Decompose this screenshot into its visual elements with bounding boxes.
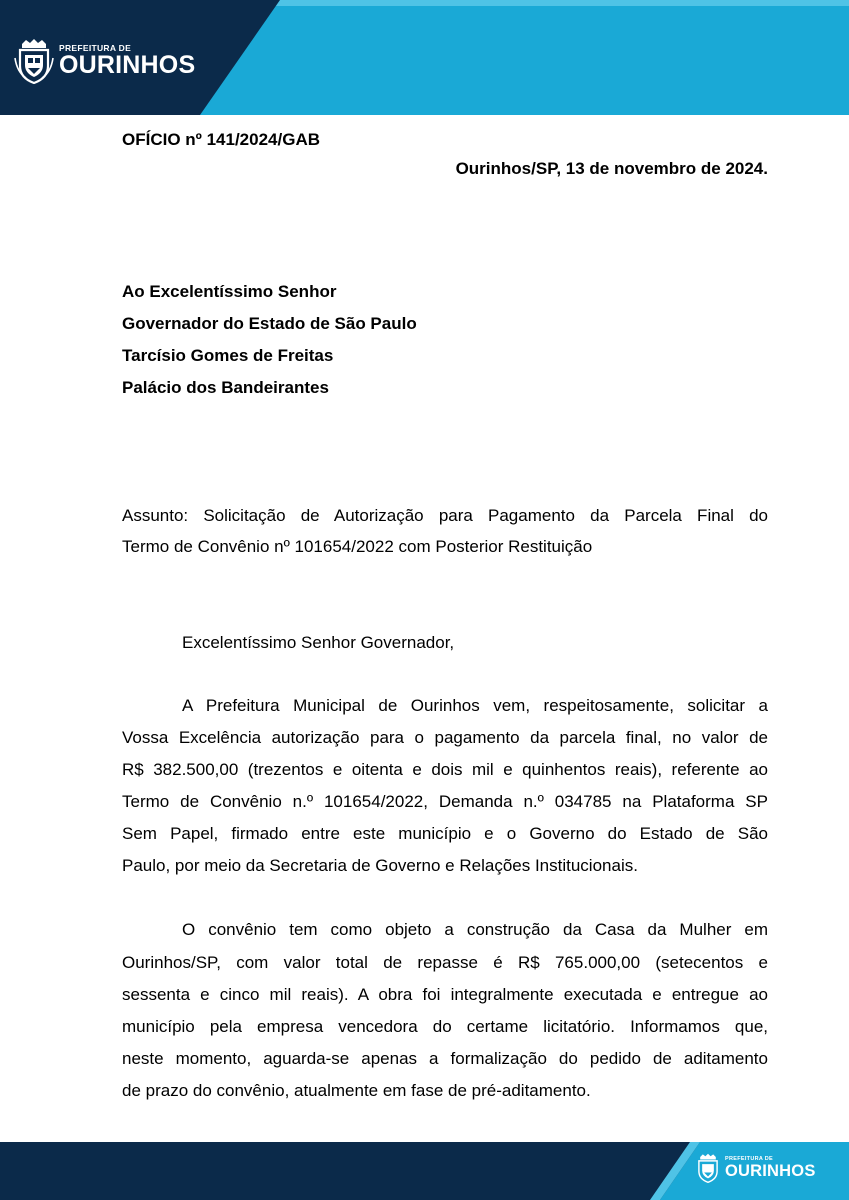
header-logo-text: [59, 44, 195, 79]
paragraph-line: de prazo do convênio, atualmente em fase de pré-aditamento.: [122, 1081, 591, 1100]
paragraph-line: sessenta e cinco mil reais). A obra foi integralmente executada e entregue ao: [122, 985, 768, 1004]
brand-big: OURINHOS: [59, 51, 196, 80]
header-logo: [14, 36, 195, 86]
paragraph-line: A Prefeitura Municipal de Ourinhos vem, respeitosamente, solicitar a: [182, 696, 768, 715]
recipient-line: Governador do Estado de São Paulo: [122, 314, 417, 333]
paragraph-line: R$ 382.500,00 (trezentos e oitenta e dois mil e quinhentos reais), referente ao: [122, 760, 768, 779]
salutation: Excelentíssimo Senhor Governador,: [182, 633, 455, 652]
oficio-number: OFÍCIO nº 141/2024/GAB: [122, 130, 320, 149]
recipient-line: Ao Excelentíssimo Senhor: [122, 282, 337, 301]
paragraph-line: O convênio tem como objeto a construção da Casa da Mulher em: [182, 920, 768, 939]
city-crest-icon: [14, 38, 54, 84]
paragraph-line: município pela empresa vencedora do certame licitatório. Informamos que,: [122, 1017, 768, 1036]
paragraph-line: Paulo, por meio da Secretaria de Governo e Relações Institucionais.: [122, 856, 638, 875]
recipient-line: Palácio dos Bandeirantes: [122, 378, 329, 397]
footer-brand-big: OURINHOS: [725, 1162, 816, 1180]
footer-brand-small: PREFEITURA DE: [725, 1155, 774, 1162]
paragraph-line: neste momento, aguarda-se apenas a formalização do pedido de aditamento: [122, 1049, 768, 1068]
paragraph-line: Termo de Convênio n.º 101654/2022, Demanda n.º 034785 na Plataforma SP: [122, 792, 768, 811]
footer-logo: [695, 1151, 816, 1185]
paragraph-line: Vossa Excelência autorização para o pagamento da parcela final, no valor de: [122, 728, 768, 747]
footer-logo-text: [725, 1157, 816, 1180]
subject-line: Assunto: Solicitação de Autorização para Pagamento da Parcela Final do: [122, 506, 768, 525]
subject-line: Termo de Convênio nº 101654/2022 com Posterior Restituição: [122, 537, 593, 556]
paragraph-line: Ourinhos/SP, com valor total de repasse é R$ 765.000,00 (setecentos e: [122, 953, 768, 972]
document-date: Ourinhos/SP, 13 de novembro de 2024.: [455, 159, 768, 178]
city-crest-icon: [695, 1153, 721, 1183]
paragraph-line: Sem Papel, firmado entre este município e o Governo do Estado de São: [122, 824, 768, 843]
brand-small: PREFEITURA DE: [59, 42, 132, 53]
recipient-line: Tarcísio Gomes de Freitas: [122, 346, 334, 365]
